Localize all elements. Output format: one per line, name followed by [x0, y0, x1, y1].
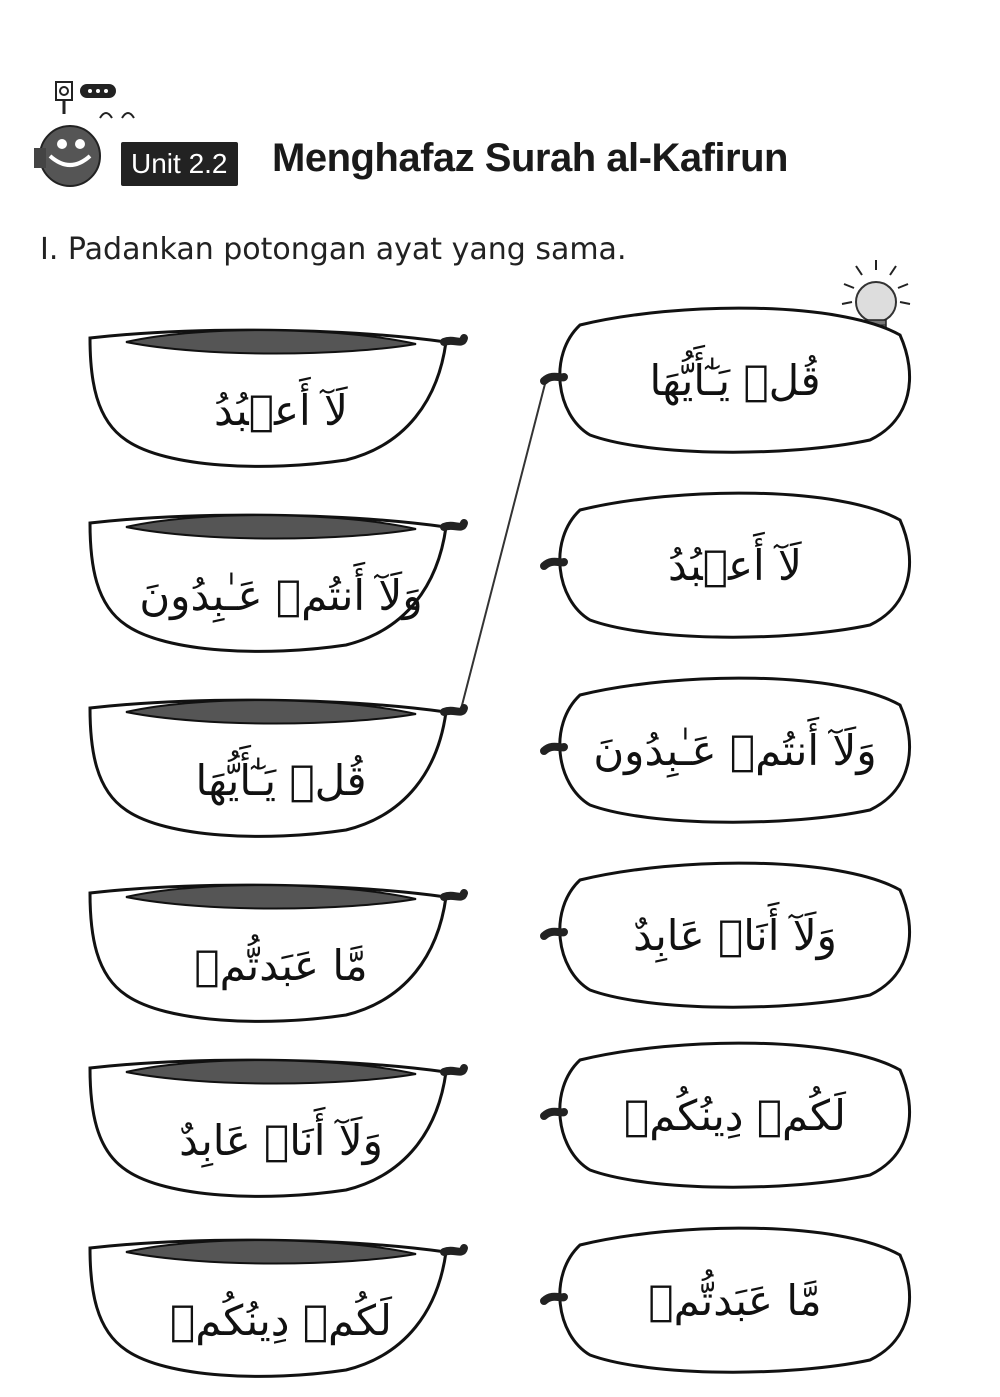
- left-item-6[interactable]: [86, 1230, 476, 1380]
- left-item-1[interactable]: [86, 320, 476, 470]
- left-item-2[interactable]: [86, 505, 476, 655]
- left-ayat-1: لَآ أَعۡبُدُ: [214, 385, 348, 435]
- left-ayat-6: لَكُمۡ دِينُكُمۡ: [170, 1295, 392, 1345]
- right-item-6[interactable]: [540, 1225, 920, 1375]
- right-item-4[interactable]: [540, 860, 920, 1010]
- right-item-3[interactable]: [540, 675, 920, 825]
- right-ayat-3: وَلَآ أَنتُمۡ عَـٰبِدُونَ: [593, 725, 877, 775]
- right-item-5[interactable]: [540, 1040, 920, 1190]
- left-ayat-5: وَلَآ أَنَا۠ عَابِدٌ: [179, 1115, 383, 1165]
- left-ayat-4: مَّا عَبَدتُّمۡ: [194, 940, 368, 990]
- unit-header: [28, 70, 828, 190]
- right-ayat-1: قُلۡ يَـٰٓأَيُّهَا: [649, 355, 821, 405]
- right-ayat-4: وَلَآ أَنَا۠ عَابِدٌ: [633, 910, 837, 960]
- right-ayat-2: لَآ أَعۡبُدُ: [668, 540, 802, 590]
- left-item-4[interactable]: [86, 875, 476, 1025]
- instruction-text: I. Padankan potongan ayat yang sama.: [40, 232, 627, 267]
- left-ayat-2: وَلَآ أَنتُمۡ عَـٰبِدُونَ: [139, 570, 423, 620]
- right-ayat-6: مَّا عَبَدتُّمۡ: [648, 1275, 822, 1325]
- right-item-2[interactable]: [540, 490, 920, 640]
- right-ayat-5: لَكُمۡ دِينُكُمۡ: [624, 1090, 846, 1140]
- left-item-5[interactable]: [86, 1050, 476, 1200]
- page-title: Menghafaz Surah al-Kafirun: [272, 136, 788, 180]
- right-item-1[interactable]: [540, 305, 920, 455]
- left-ayat-3: قُلۡ يَـٰٓأَيُّهَا: [195, 755, 367, 805]
- left-item-3[interactable]: [86, 690, 476, 840]
- unit-badge: Unit 2.2: [121, 142, 238, 186]
